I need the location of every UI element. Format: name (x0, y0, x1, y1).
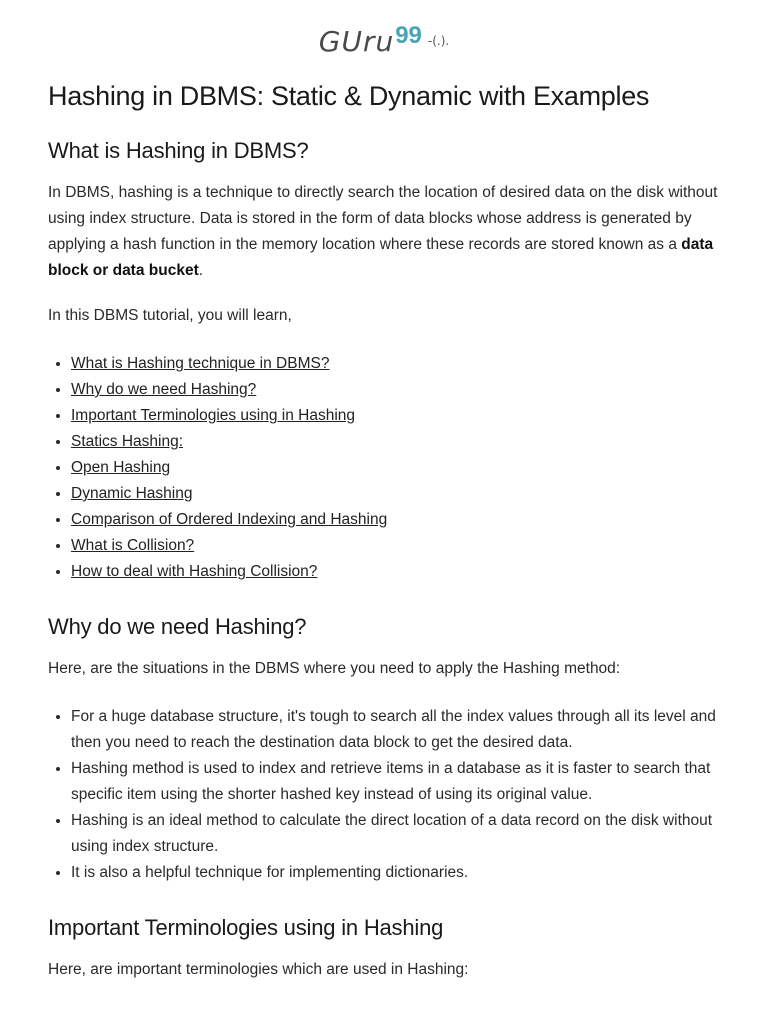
page-title: Hashing in DBMS: Static & Dynamic with Examples (48, 81, 650, 111)
toc-link-hashing-collision[interactable]: How to deal with Hashing Collision? (71, 563, 318, 580)
list-item (71, 559, 720, 585)
section-heading-what-is-hashing: What is Hashing in DBMS? (48, 138, 309, 163)
list-item: • Hashing is an ideal method to calculate the direct location of a data record on the disk without using index structure. (71, 808, 720, 860)
section-heading-terminologies: Important Terminologies using in Hashing (48, 915, 444, 940)
list-item (71, 351, 720, 377)
list-item (71, 455, 720, 481)
logo-number: 99 (395, 22, 422, 49)
logo-tagline: -(.). (427, 34, 450, 48)
terminologies-intro-paragraph: Here, are important terminologies which are used in Hashing: (48, 961, 469, 978)
toc-link-collision[interactable]: What is Collision? (71, 537, 195, 554)
list-item (71, 533, 720, 559)
toc-link-open-hashing[interactable]: Open Hashing (71, 459, 171, 476)
toc-link-static-hashing[interactable]: Statics Hashing: (71, 433, 183, 450)
intro-bold-term: data block or data bucket (48, 236, 714, 279)
section-heading-why-need-hashing: Why do we need Hashing? (48, 614, 307, 639)
list-item: • It is also a helpful technique for implementing dictionaries. (71, 860, 720, 886)
toc-link-comparison[interactable]: Comparison of Ordered Indexing and Hashing (71, 511, 388, 528)
toc-link-terminologies[interactable]: Important Terminologies using in Hashing (71, 407, 356, 424)
list-item (71, 507, 720, 533)
why-list (48, 704, 720, 886)
list-item (71, 403, 720, 429)
why-intro-paragraph: Here, are the situations in the DBMS where you need to apply the Hashing method: (48, 660, 621, 677)
list-item: • For a huge database structure, it's tough to search all the index values through all its level and then you need to reach the destination data block to get the desired data. (71, 704, 720, 756)
toc-list (48, 351, 720, 585)
list-item (71, 377, 720, 403)
list-item: • Hashing method is used to index and retrieve items in a database as it is faster to search that specific item using the shorter hashed key instead of using its original value. (71, 756, 720, 808)
logo-wordmark: GUru (318, 25, 395, 58)
list-item (71, 481, 720, 507)
toc-link-why-need-hashing[interactable]: Why do we need Hashing? (71, 381, 257, 398)
learn-paragraph: In this DBMS tutorial, you will learn, (48, 307, 292, 324)
toc-link-dynamic-hashing[interactable]: Dynamic Hashing (71, 485, 193, 502)
list-item (71, 429, 720, 455)
intro-text: In DBMS, hashing is a technique to directly search the location of desired data on the disk without using index structure. Data is stored in the form of data blocks whose address is generated by applying a hash function in the memory location where these records are stored known as a (48, 184, 718, 253)
article-content (48, 78, 720, 983)
toc-link-what-is-hashing[interactable]: What is Hashing technique in DBMS? (71, 355, 330, 372)
site-logo[interactable] (0, 22, 768, 58)
intro-paragraph (48, 180, 720, 284)
intro-text-end: . (198, 262, 204, 279)
